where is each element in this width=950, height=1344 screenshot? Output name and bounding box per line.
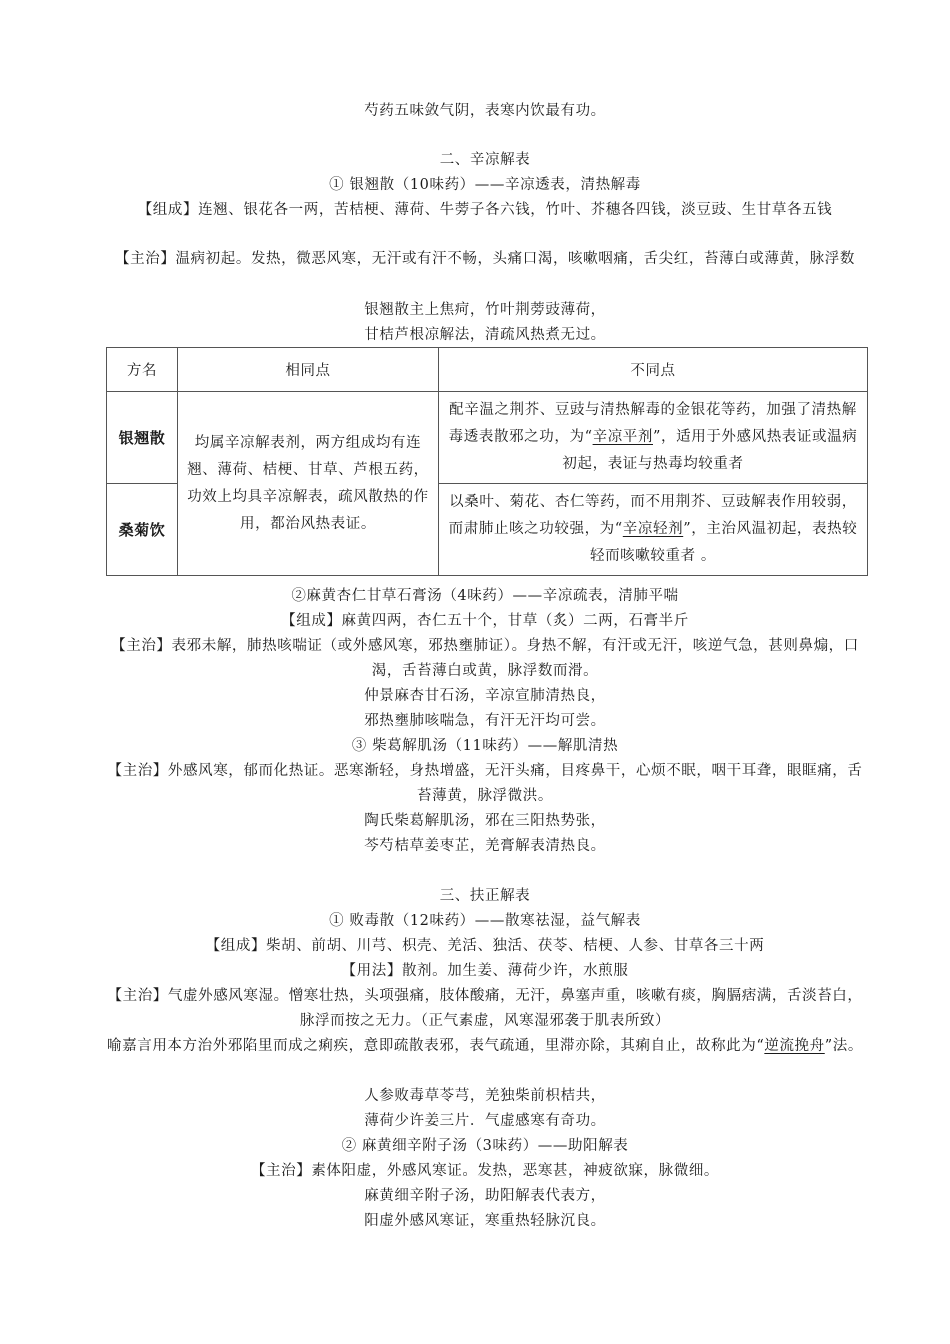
verse-line: 芩芍桔草姜枣芷，羌膏解表清热良。 bbox=[364, 838, 606, 854]
indication-text: 【主治】素体阳虚，外感风寒证。发热，恶寒甚，神疲欲寐，脉微细。 bbox=[250, 1163, 720, 1179]
difference-cell bbox=[439, 484, 868, 576]
formula-name-cell: 桑菊饮 bbox=[107, 484, 178, 576]
formula-title: ① 败毒散（12味药）——散寒祛湿，益气解表 bbox=[329, 913, 641, 929]
difference-text: ”，适用于外感风热表证或温病初起，表证与热毒均较重者 bbox=[562, 429, 858, 472]
table-row bbox=[107, 392, 868, 484]
composition-text: 【组成】麻黄四两，杏仁五十个，甘草（炙）二两，石膏半斤 bbox=[281, 613, 689, 629]
usage-text: 【用法】散剂。加生姜、薄荷少许，水煎服 bbox=[341, 963, 629, 979]
indication-text: 【主治】温病初起。发热，微恶风寒，无汗或有汗不畅，头痛口渴，咳嗽咽痛，舌尖红，苔薄白或薄黄，脉浮数 bbox=[115, 251, 855, 267]
verse-line: 阳虚外感风寒证，寒重热轻脉沉良。 bbox=[364, 1213, 606, 1229]
indication-text: 【主治】表邪未解，肺热咳喘证（或外感风寒，邪热壅肺证）。身热不解，有汗或无汗，咳逆气急，甚则鼻煽，口渴，舌苔薄白或黄，脉浮数而滑。 bbox=[111, 638, 859, 679]
comparison-table bbox=[106, 347, 868, 576]
formula-title: ① 银翘散（10味药）——辛凉透表，清热解毒 bbox=[329, 177, 641, 193]
commentary-part: ”法。 bbox=[824, 1038, 863, 1054]
indication-text: 【主治】气虚外感风寒湿。憎寒壮热，头项强痛，肢体酸痛，无汗，鼻塞声重，咳嗽有痰，胸膈痞满，舌淡苔白，脉浮而按之无力。（正气素虚，风寒湿邪袭于肌表所致） bbox=[107, 988, 863, 1029]
indication-text: 【主治】外感风寒，郁而化热证。恶寒渐轻，身热增盛，无汗头痛，目疼鼻干，心烦不眠，咽干耳聋，眼眶痛，舌苔薄黄，脉浮微洪。 bbox=[107, 763, 863, 804]
table-header: 相同点 bbox=[178, 348, 439, 392]
common-points-cell: 均属辛凉解表剂，两方组成均有连翘、薄荷、桔梗、甘草、芦根五药，功效上均具辛凉解表，疏风散热的作用，都治风热表证。 bbox=[178, 392, 439, 576]
verse-line: 陶氏柴葛解肌汤，邪在三阳热势张， bbox=[364, 813, 606, 829]
section-heading: 三、扶正解表 bbox=[439, 888, 531, 904]
underlined-term: 辛凉平剂 bbox=[592, 429, 653, 445]
formula-title: ② 麻黄细辛附子汤（3味药）——助阳解表 bbox=[341, 1138, 629, 1154]
composition-text: 【组成】连翘、银花各一两，苦桔梗、薄荷、牛蒡子各六钱，竹叶、芥穗各四钱，淡豆豉、生甘草各五钱 bbox=[137, 202, 833, 218]
formula-title: ③ 柴葛解肌汤（11味药）——解肌清热 bbox=[351, 738, 619, 754]
formula-title: ②麻黄杏仁甘草石膏汤（4味药）——辛凉疏表，清肺平喘 bbox=[291, 588, 679, 604]
difference-text: ”，主治风温初起，表热较轻而咳嗽较重者 。 bbox=[589, 521, 858, 564]
verse-line: 人参败毒草苓芎，羌独柴前枳桔共， bbox=[364, 1088, 606, 1104]
formula-name-cell: 银翘散 bbox=[107, 392, 178, 484]
verse-line: 仲景麻杏甘石汤，辛凉宣肺清热良， bbox=[364, 688, 606, 704]
verse-line: 芍药五味敛气阴，表寒内饮最有功。 bbox=[364, 103, 606, 119]
difference-text: 配辛温之荆芥、豆豉与清热解毒的金银花等药，加强了清热解毒透表散邪之功，为“ bbox=[448, 402, 857, 445]
verse-line: 邪热壅肺咳喘急，有汗无汗均可尝。 bbox=[364, 713, 606, 729]
underlined-term: 逆流挽舟 bbox=[764, 1038, 825, 1054]
underlined-term: 辛凉轻剂 bbox=[622, 521, 684, 537]
table-header: 不同点 bbox=[439, 348, 868, 392]
table-header: 方名 bbox=[107, 348, 178, 392]
table-header-row bbox=[107, 348, 868, 392]
commentary-part: 喻嘉言用本方治外邪陷里而成之痢疾，意即疏散表邪，表气疏通，里滞亦除，其痢自止，故称此为“ bbox=[107, 1038, 765, 1054]
verse-line: 薄荷少许姜三片．气虚感寒有奇功。 bbox=[364, 1113, 606, 1129]
composition-text: 【组成】柴胡、前胡、川芎、枳壳、羌活、独活、茯苓、桔梗、人参、甘草各三十两 bbox=[205, 938, 765, 954]
difference-cell bbox=[439, 392, 868, 484]
verse-line: 甘桔芦根凉解法，清疏风热煮无过。 bbox=[364, 327, 606, 343]
verse-line: 银翘散主上焦疴，竹叶荆蒡豉薄荷， bbox=[364, 302, 606, 318]
difference-text: 以桑叶、菊花、杏仁等药，而不用荆芥、豆豉解表作用较弱，而肃肺止咳之功较强，为“ bbox=[448, 494, 857, 537]
verse-line: 麻黄细辛附子汤，助阳解表代表方， bbox=[364, 1188, 606, 1204]
section-heading: 二、辛凉解表 bbox=[439, 152, 531, 168]
commentary-text bbox=[100, 1034, 870, 1059]
